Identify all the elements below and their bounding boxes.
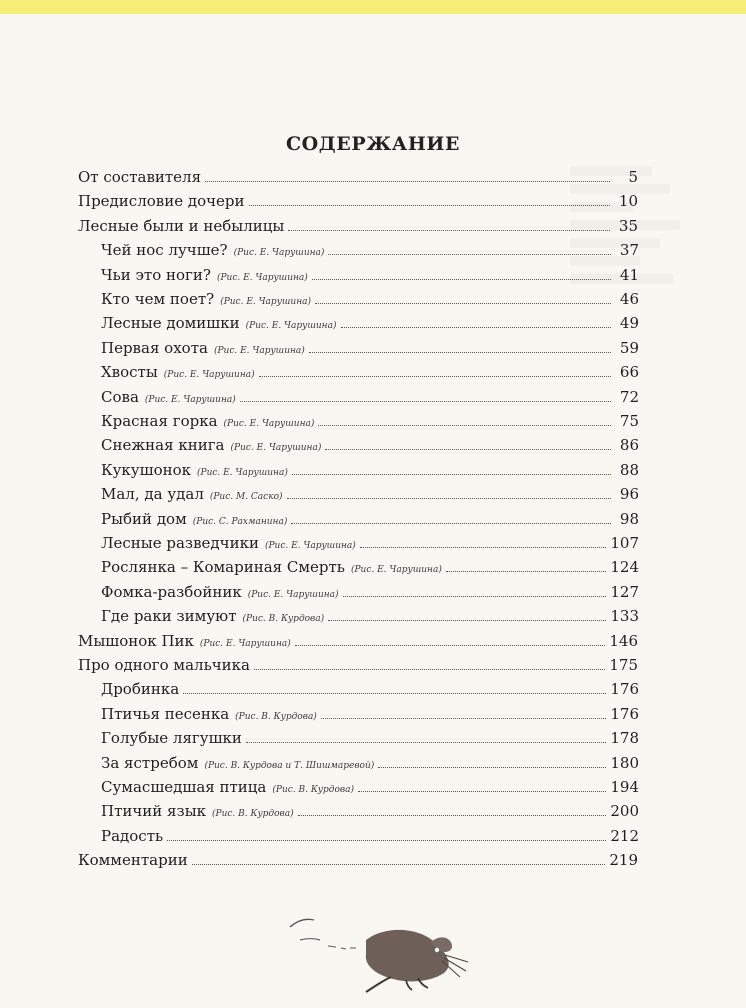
toc-page-number: 86 xyxy=(619,436,639,455)
toc-dot-leader xyxy=(287,498,611,499)
toc-page-number: 59 xyxy=(619,338,639,357)
toc-page-number: 194 xyxy=(610,778,639,796)
toc-entry-title: Лесные домишки xyxy=(101,314,240,333)
toc-entry[interactable] xyxy=(101,508,639,530)
toc-page-number: 133 xyxy=(610,607,639,626)
page-title: СОДЕРЖАНИЕ xyxy=(285,132,461,155)
toc-entry-title: Лесные разведчики xyxy=(101,534,259,552)
toc-entry-credit: (Рис. Е. Чарушина) xyxy=(350,565,442,576)
toc-page-number: 219 xyxy=(609,851,638,870)
toc-dot-leader xyxy=(358,791,606,792)
toc-page-number: 175 xyxy=(609,656,638,674)
toc-entry-title: Радость xyxy=(101,826,164,845)
toc-dot-leader xyxy=(298,815,607,816)
toc-page-number: 127 xyxy=(610,582,639,601)
toc-entry[interactable] xyxy=(78,166,638,188)
toc-entry[interactable] xyxy=(101,800,639,822)
toc-entry[interactable] xyxy=(101,532,639,554)
toc-entry-credit: (Рис. Е. Чарушина) xyxy=(220,297,312,307)
toc-page-number: 178 xyxy=(610,729,639,748)
toc-entry[interactable] xyxy=(101,556,639,578)
toc-entry[interactable] xyxy=(101,727,639,749)
toc-entry[interactable] xyxy=(101,483,639,505)
toc-entry-title: Птичий язык xyxy=(101,802,207,821)
toc-entry[interactable] xyxy=(78,190,638,212)
mouse-drawing-icon xyxy=(248,902,480,994)
toc-page-number: 88 xyxy=(619,460,639,479)
toc-entry-credit: (Рис. Е. Чарушина) xyxy=(223,419,315,429)
toc-entry[interactable] xyxy=(101,386,639,408)
toc-entry-title: Птичья песенка xyxy=(101,704,230,723)
toc-entry-title: Предисловие дочери xyxy=(78,192,245,211)
toc-entry[interactable] xyxy=(101,239,639,261)
toc-page-number: 200 xyxy=(610,802,639,821)
toc-entry-title: Мал, да удал xyxy=(101,485,204,504)
toc-entry[interactable] xyxy=(101,678,639,700)
toc-entry[interactable] xyxy=(101,825,639,847)
toc-page-number: 176 xyxy=(610,680,639,699)
toc-entry[interactable] xyxy=(101,288,639,310)
toc-entry-title: Красная горка xyxy=(101,412,218,430)
toc-page-number: 75 xyxy=(619,412,639,430)
toc-entry-credit: (Рис. Е. Чарушина) xyxy=(199,638,291,649)
toc-entry[interactable] xyxy=(101,605,639,627)
toc-entry-credit: (Рис. С. Рахманина) xyxy=(192,516,288,527)
toc-page-number: 98 xyxy=(619,509,639,528)
top-color-strip xyxy=(0,0,746,14)
toc-page-number: 10 xyxy=(618,192,638,211)
toc-dot-leader xyxy=(315,303,611,304)
toc-entry-title: Рыбий дом xyxy=(101,509,187,528)
toc-entry[interactable] xyxy=(101,264,639,286)
toc-page-number: 124 xyxy=(610,558,639,577)
toc-dot-leader xyxy=(240,401,611,402)
toc-dot-leader xyxy=(341,327,612,328)
toc-entry[interactable] xyxy=(78,654,638,676)
toc-dot-leader xyxy=(205,181,610,182)
toc-entry[interactable] xyxy=(101,703,639,725)
toc-entry[interactable] xyxy=(101,410,639,432)
toc-entry-credit: (Рис. Е. Чарушина) xyxy=(230,443,322,454)
toc-entry-credit: (Рис. В. Курдова) xyxy=(272,785,355,795)
mouse-illustration xyxy=(248,902,480,994)
toc-dot-leader xyxy=(328,254,611,255)
toc-dot-leader xyxy=(378,767,606,768)
toc-entry-credit: (Рис. В. Курдова) xyxy=(242,614,325,625)
toc-entry-credit: (Рис. Е. Чарушина) xyxy=(247,589,339,600)
toc-dot-leader xyxy=(292,474,611,475)
toc-entry-title: От составителя xyxy=(78,168,202,186)
toc-entry-title: Кто чем поет? xyxy=(101,290,215,308)
toc-entry-title: Рослянка – Комариная Смерть xyxy=(101,558,345,577)
toc-entry[interactable] xyxy=(78,630,638,652)
toc-page-number: 72 xyxy=(619,387,639,406)
toc-entry-credit: (Рис. Е. Чарушина) xyxy=(233,248,325,259)
toc-page-number: 35 xyxy=(618,216,638,235)
toc-entry-title: Первая охота xyxy=(101,338,208,357)
toc-entry-credit: (Рис. Е. Чарушина) xyxy=(245,321,337,332)
toc-entry-credit: (Рис. Е. Чарушина) xyxy=(216,272,308,283)
toc-entry-credit: (Рис. В. Курдова) xyxy=(212,809,294,820)
toc-dot-leader xyxy=(167,840,606,841)
toc-page-number: 212 xyxy=(610,826,639,845)
toc-dot-leader xyxy=(312,279,611,280)
toc-entry-title: Кукушонок xyxy=(101,460,192,479)
toc-entry[interactable] xyxy=(78,215,638,237)
toc-page-number: 46 xyxy=(619,290,639,308)
toc-entry-title: Где раки зимуют xyxy=(101,607,237,626)
toc-entry[interactable] xyxy=(101,312,639,334)
toc-entry-title: Сумасшедшая птица xyxy=(101,778,267,796)
toc-entry-title: За ястребом xyxy=(101,753,199,772)
toc-entry[interactable] xyxy=(101,337,639,359)
toc-dot-leader xyxy=(259,376,611,377)
toc-entry-title: Комментарии xyxy=(78,851,188,870)
toc-entry-title: Про одного мальчика xyxy=(78,656,250,674)
toc-entry-title: Голубые лягушки xyxy=(101,729,242,748)
toc-dot-leader xyxy=(249,205,610,206)
toc-entry[interactable] xyxy=(101,776,639,798)
toc-entry-title: Чьи это ноги? xyxy=(101,265,211,284)
toc-dot-leader xyxy=(360,547,607,548)
toc-page-number: 176 xyxy=(610,704,639,723)
toc-entry[interactable] xyxy=(101,361,639,383)
toc-page-number: 107 xyxy=(610,534,639,552)
toc-page-number: 146 xyxy=(609,631,638,650)
toc-page-number: 66 xyxy=(619,363,639,382)
toc-entry-title: Дробинка xyxy=(101,680,180,699)
toc-entry-credit: (Рис. В. Курдова) xyxy=(235,711,317,722)
toc-entry[interactable] xyxy=(78,849,638,871)
toc-entry-credit: (Рис. В. Курдова и Т. Шишмаревой) xyxy=(204,760,375,771)
toc-dot-leader xyxy=(246,742,606,743)
toc-page-number: 41 xyxy=(619,265,639,284)
toc-dot-leader xyxy=(295,645,606,646)
toc-dot-leader xyxy=(318,425,611,426)
toc-entry-title: Лесные были и небылицы xyxy=(78,216,285,235)
toc-dot-leader xyxy=(183,693,606,694)
toc-dot-leader xyxy=(321,718,607,719)
toc-dot-leader xyxy=(446,571,607,572)
toc-entry-title: Мышонок Пик xyxy=(78,631,194,650)
toc-dot-leader xyxy=(288,230,610,231)
toc-dot-leader xyxy=(254,669,605,670)
toc-dot-leader xyxy=(309,352,611,353)
toc-entry[interactable] xyxy=(101,459,639,481)
toc-page-number: 180 xyxy=(610,753,639,772)
toc-entry[interactable] xyxy=(101,581,639,603)
toc-entry-title: Чей нос лучше? xyxy=(101,241,228,260)
toc-entry-credit: (Рис. Е. Чарушина) xyxy=(144,394,236,405)
toc-page-number: 5 xyxy=(628,168,638,186)
toc-entry-credit: (Рис. М. Саско) xyxy=(209,492,283,503)
toc-entry-title: Хвосты xyxy=(101,363,158,382)
toc-dot-leader xyxy=(325,449,611,450)
toc-entry-credit: (Рис. Е. Чарушина) xyxy=(264,541,356,551)
toc-dot-leader xyxy=(328,620,606,621)
toc-page-number: 37 xyxy=(619,241,639,260)
toc-entry-credit: (Рис. Е. Чарушина) xyxy=(197,467,288,478)
toc-page-number: 96 xyxy=(619,485,639,504)
toc-dot-leader xyxy=(343,596,607,597)
toc-entry-title: Сова xyxy=(101,387,139,406)
toc-entry-credit: (Рис. Е. Чарушина) xyxy=(213,345,305,356)
toc-dot-leader xyxy=(291,523,611,524)
toc-page-number: 49 xyxy=(619,314,639,333)
toc-entry[interactable] xyxy=(101,752,639,774)
toc-entry-credit: (Рис. Е. Чарушина) xyxy=(163,370,255,381)
toc-dot-leader xyxy=(192,864,606,865)
toc-entry[interactable] xyxy=(101,434,639,456)
toc-entry-title: Фомка-разбойник xyxy=(101,582,242,601)
toc-entry-title: Снежная книга xyxy=(101,436,225,455)
